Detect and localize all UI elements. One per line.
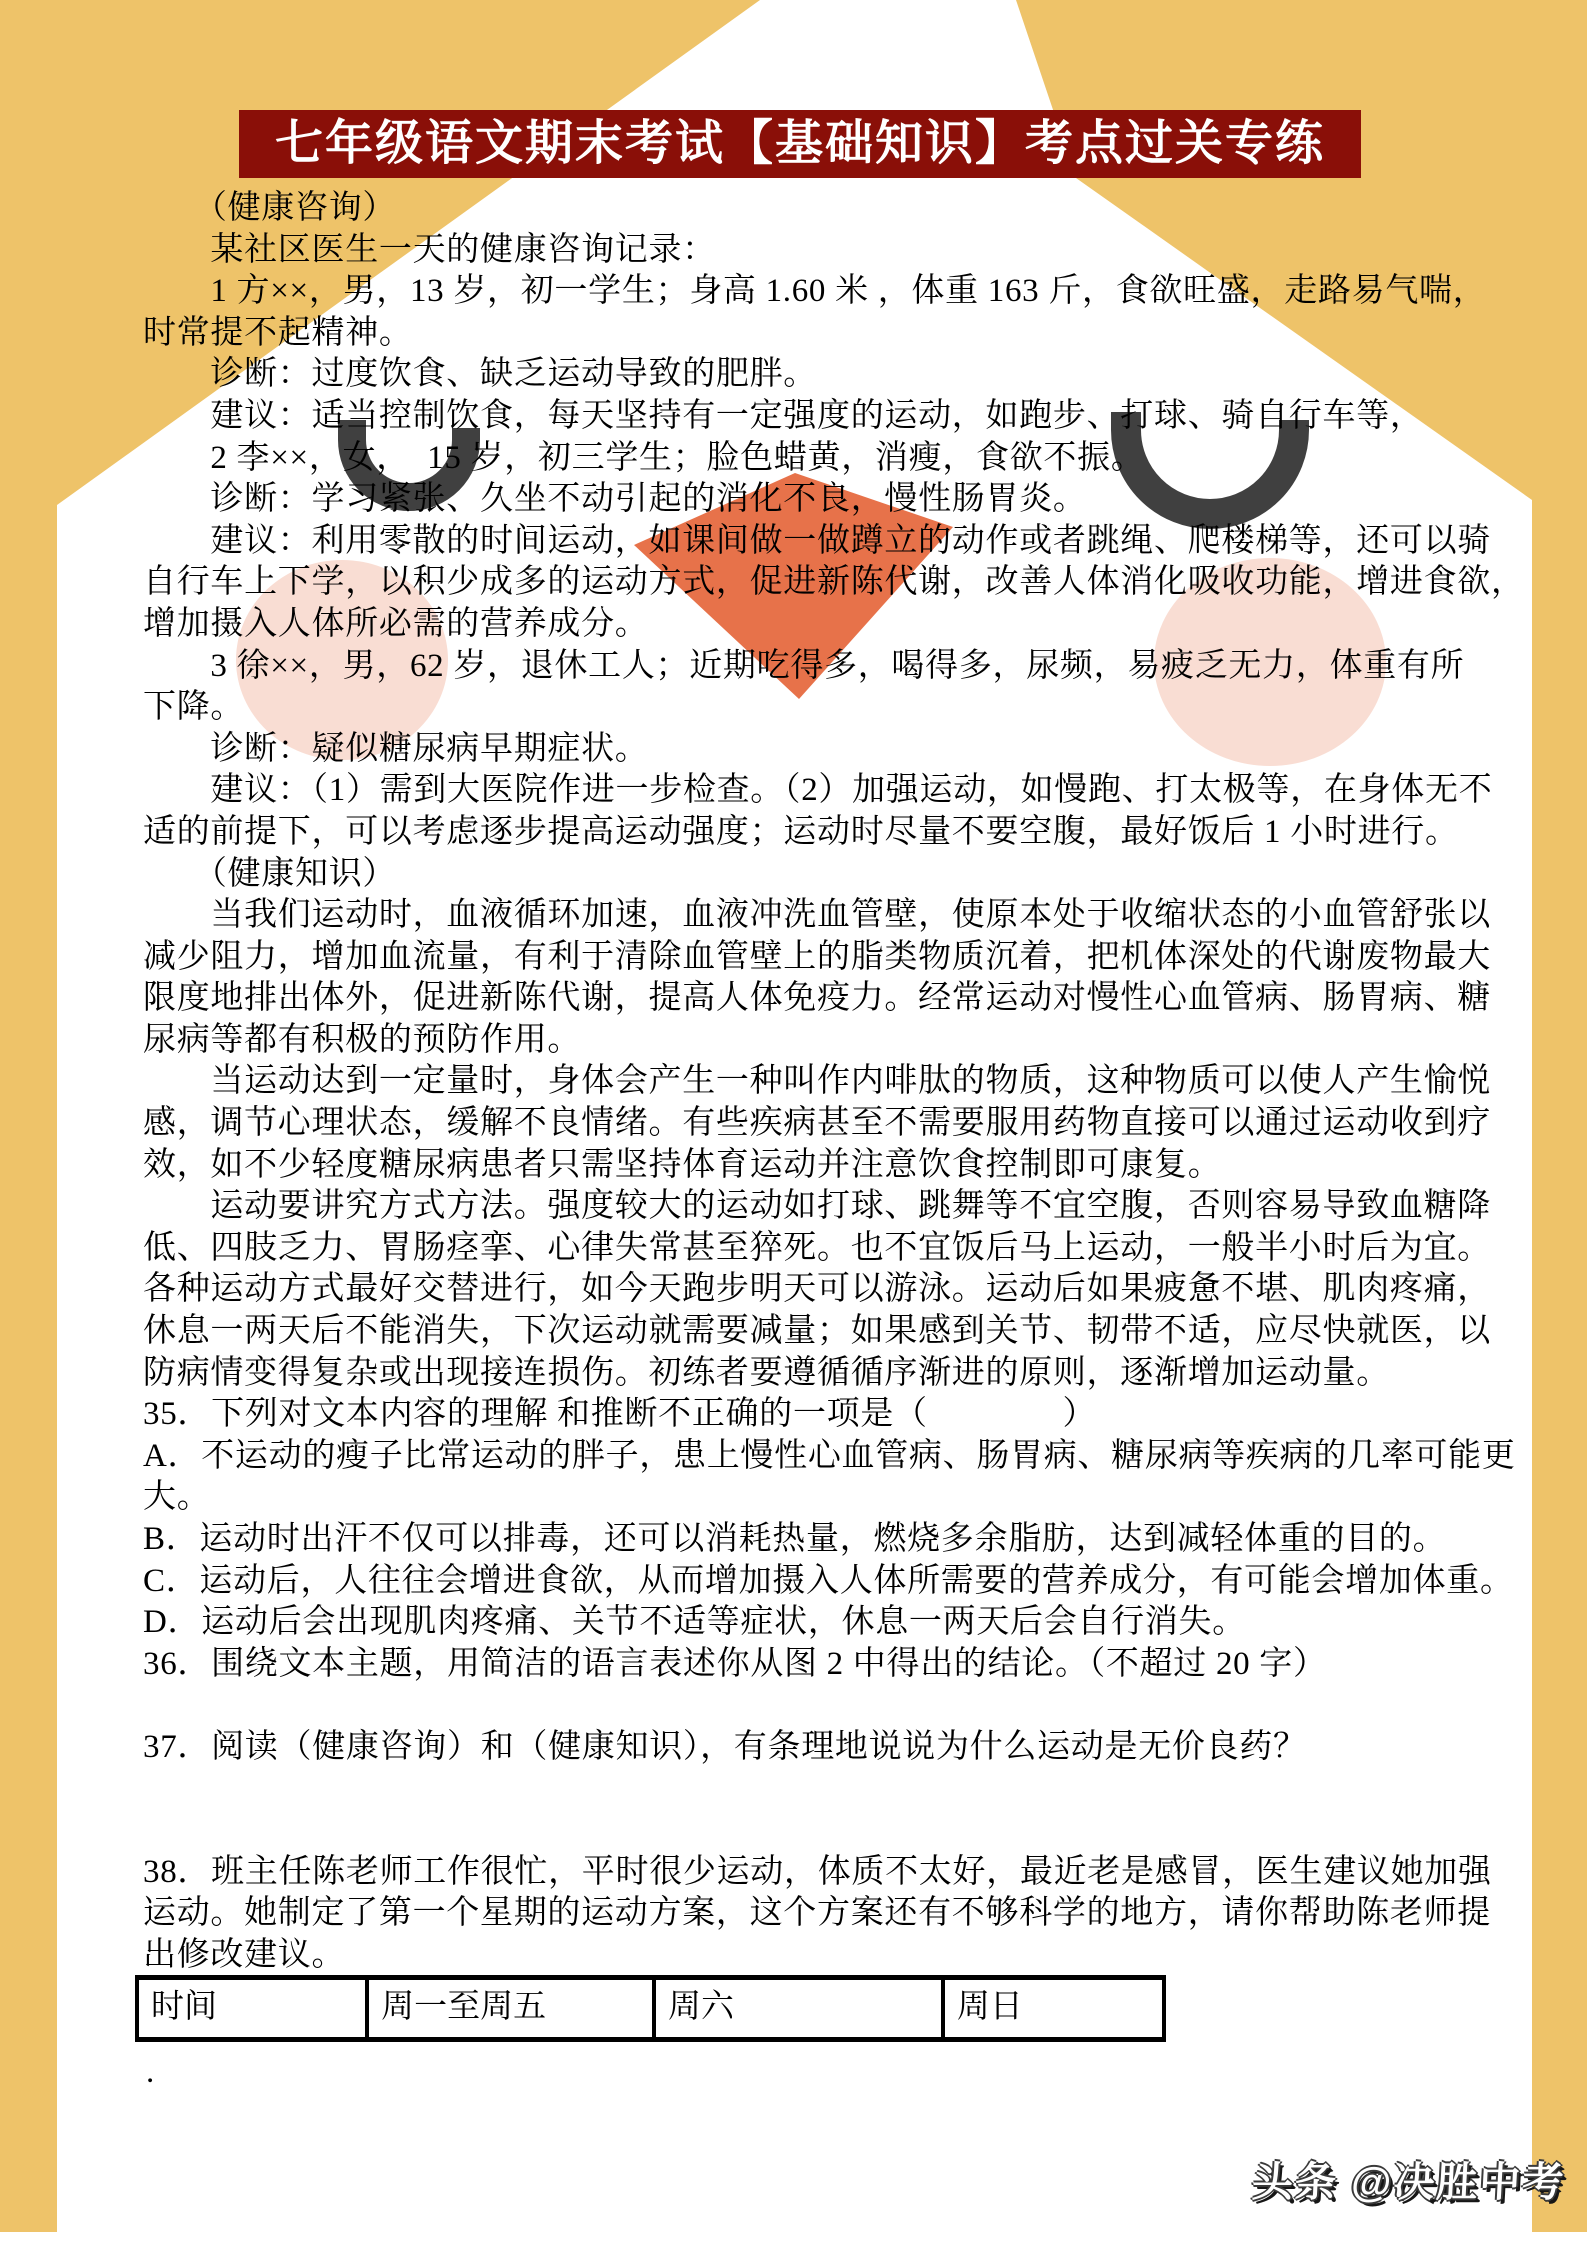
text-line bbox=[143, 1810, 1473, 1852]
text-line: 38．班主任陈老师工作很忙，平时很少运动，体质不太好，最近老是感冒，医生建议她加强 bbox=[143, 1853, 1492, 1890]
schedule-table bbox=[135, 1975, 1166, 2042]
page-title-banner bbox=[239, 110, 1361, 178]
text-line: 诊断：过度饮食、缺乏运动导致的肥胖。 bbox=[143, 356, 817, 393]
text-line: 时常提不起精神。 bbox=[143, 314, 413, 351]
page-title: 七年级语文期末考试【基础知识】考点过关专练 bbox=[274, 117, 1325, 170]
table-header-time: 时间 bbox=[151, 1989, 217, 2025]
text-line: 诊断：疑似糖尿病早期症状。 bbox=[143, 730, 649, 767]
text-line: 尿病等都有积极的预防作用。 bbox=[143, 1021, 582, 1058]
text-line: 下降。 bbox=[143, 689, 245, 726]
text-line: （健康咨询） bbox=[143, 190, 397, 226]
text-line: 2 李××，女， 15 岁，初三学生；脸色蜡黄，消瘦，食欲不振。 bbox=[143, 439, 1145, 476]
table-header-weekdays: 周一至周五 bbox=[365, 1980, 652, 2037]
text-line: （健康知识） bbox=[143, 855, 397, 892]
table-header-saturday: 周六 bbox=[652, 1980, 941, 2037]
text-line: 建议：（1）需到大医院作进一步检查。（2）加强运动，如慢跑、打太极等，在身体无不 bbox=[143, 772, 1493, 809]
text-line: B．运动时出汗不仅可以排毒，还可以消耗热量，燃烧多余脂肪，达到减轻体重的目的。 bbox=[143, 1521, 1447, 1557]
text-line: 运动要讲究方式方法。强度较大的运动如打球、跳舞等不宜空腹，否则容易导致血糖降 bbox=[143, 1188, 1491, 1225]
text-line: 某社区医生一天的健康咨询记录： bbox=[143, 231, 716, 268]
text-line: 防病情变得复杂或出现接连损伤。初练者要遵循循序渐进的原则，逐渐增加运动量。 bbox=[143, 1354, 1390, 1391]
text-line: 适的前提下，可以考虑逐步提高运动强度；运动时尽量不要空腹，最好饭后 1 小时进行。 bbox=[143, 813, 1459, 850]
text-line: 当我们运动时，血液循环加速，血液冲洗血管壁，使原本处于收缩状态的小血管舒张以 bbox=[143, 897, 1491, 934]
text-line: 1 方××，男，13 岁，初一学生；身高 1.60 米 ，体重 163 斤，食欲旺盛，走路易气喘， bbox=[143, 273, 1487, 310]
text-line: 当运动达到一定量时，身体会产生一种叫作内啡肽的物质，这种物质可以使人产生愉悦 bbox=[143, 1063, 1491, 1100]
text-line: C．运动后，人往往会增进食欲，从而增加摄入人体所需要的营养成分，有可能会增加体重。 bbox=[143, 1562, 1514, 1599]
text-line: 大。 bbox=[143, 1479, 211, 1516]
text-line: 效，如不少轻度糖尿病患者只需坚持体育运动并注意饮食控制即可康复。 bbox=[143, 1146, 1222, 1183]
text-line bbox=[143, 1769, 1473, 1811]
text-line: 低、四肢乏力、胃肠痉挛、心律失常甚至猝死。也不宜饭后马上运动，一般半小时后为宜。 bbox=[143, 1229, 1491, 1266]
text-line: 36．围绕文本主题，用简洁的语言表述你从图 2 中得出的结论。（不超过 20 字） bbox=[143, 1645, 1327, 1682]
text-line: 感，调节心理状态，缓解不良情绪。有些疾病甚至不需要服用药物直接可以通过运动收到疗 bbox=[143, 1105, 1491, 1142]
body-text bbox=[143, 188, 1525, 1977]
table-header-sunday: 周日 bbox=[941, 1980, 1162, 2037]
text-line: 运动。她制定了第一个星期的运动方案，这个方案还有不够科学的地方，请你帮助陈老师提 bbox=[143, 1895, 1491, 1932]
text-line: 3 徐××，男，62 岁，退休工人；近期吃得多，喝得多，尿频，易疲乏无力，体重有所 bbox=[143, 647, 1465, 684]
text-line bbox=[143, 1685, 1473, 1727]
text-line: 限度地排出体外，促进新陈代谢，提高人体免疫力。经常运动对慢性心血管病、肠胃病、糖 bbox=[143, 980, 1491, 1017]
text-line: 增加摄入人体所必需的营养成分。 bbox=[143, 605, 649, 642]
text-line: 减少阻力，增加血流量，有利于清除血管壁上的脂类物质沉着，把机体深处的代谢废物最大 bbox=[143, 938, 1491, 975]
text-line: 建议：利用零散的时间运动，如课间做一做蹲立的动作或者跳绳、爬楼梯等，还可以骑 bbox=[143, 522, 1491, 559]
text-line: 诊断：学习紧张、久坐不动引起的消化不良，慢性肠胃炎。 bbox=[143, 481, 1087, 518]
text-line: 37．阅读（健康咨询）和（健康知识），有条理地说说为什么运动是无价良药？ bbox=[143, 1728, 1307, 1765]
text-line: 自行车上下学，以积少成多的运动方式，促进新陈代谢，改善人体消化吸收功能，增进食欲， bbox=[143, 564, 1525, 601]
watermark: 头条 @决胜中考 bbox=[1250, 2159, 1567, 2205]
text-line: 35．下列对文本内容的理解 和推断不正确的一项是（ ） bbox=[143, 1396, 1097, 1433]
text-line: 各种运动方式最好交替进行，如今天跑步明天可以游泳。运动后如果疲惫不堪、肌肉疼痛， bbox=[143, 1271, 1491, 1308]
text-line: 休息一两天后不能消失，下次运动就需要减量；如果感到关节、韧带不适，应尽快就医，以 bbox=[143, 1313, 1491, 1350]
text-line: 建议：适当控制饮食，每天坚持有一定强度的运动，如跑步、打球、骑自行车等， bbox=[143, 397, 1424, 434]
trailing-period: . bbox=[146, 2054, 155, 2090]
text-line: A．不运动的瘦子比常运动的胖子，患上慢性心血管病、肠胃病、糖尿病等疾病的几率可能更 bbox=[143, 1437, 1516, 1474]
text-line: 出修改建议。 bbox=[143, 1936, 346, 1973]
text-line: D．运动后会出现肌肉疼痛、关节不适等症状，休息一两天后会自行消失。 bbox=[143, 1604, 1246, 1641]
